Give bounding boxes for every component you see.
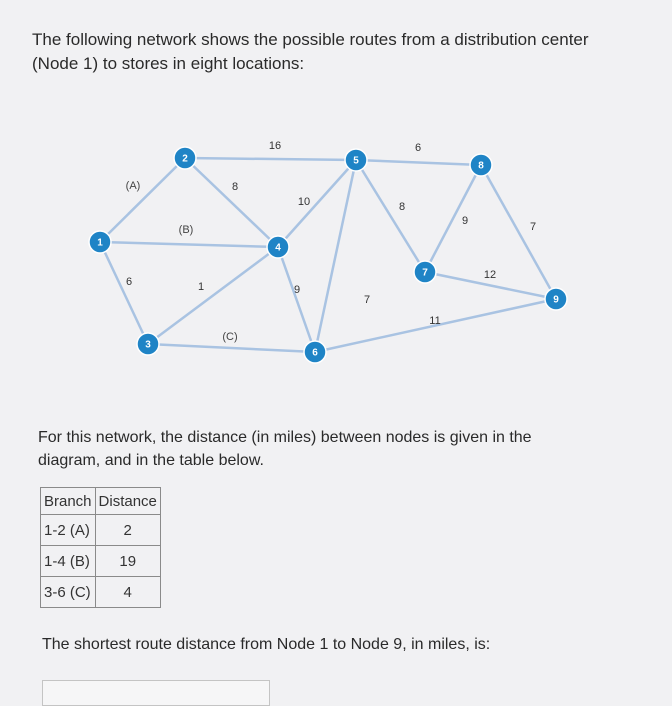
- branch-cell: 1-2 (A): [41, 515, 96, 546]
- node-4: [267, 236, 289, 258]
- node-9: [545, 288, 567, 310]
- edge-1-4: [100, 242, 278, 247]
- node-3: [137, 333, 159, 355]
- edge-weight-7-8: 9: [461, 215, 469, 227]
- edge-2-4: [185, 158, 278, 247]
- edge-weight-5-8: 6: [414, 142, 422, 154]
- distance-cell: 2: [95, 515, 160, 546]
- edge-weight-5-6: 7: [363, 294, 371, 306]
- edge-weight-2-4: 8: [231, 181, 239, 193]
- node-label: 1: [97, 237, 103, 249]
- edge-weight-2-5: 16: [268, 140, 282, 152]
- distance-cell: 4: [95, 577, 160, 608]
- intro-text: The following network shows the possible routes from a distribution center (Node 1) to stores in eight locations:: [32, 30, 589, 73]
- edge-weight-6-9: 11: [429, 315, 441, 327]
- node-6: [304, 341, 326, 363]
- edge-weight-5-7: 8: [398, 201, 406, 213]
- edge-weight-4-6: 9: [293, 284, 301, 296]
- edge-weight-7-9: 12: [483, 269, 497, 281]
- network-description: For this network, the distance (in miles) between nodes is given in the diagram, and in the table below.: [38, 429, 532, 469]
- edge-1-2: [100, 158, 185, 242]
- branch-cell: 1-4 (B): [41, 546, 96, 577]
- edge-weight-1-3: 6: [125, 276, 133, 288]
- edge-weight-4-5: 10: [297, 196, 311, 208]
- edge-tag-1-4: (B): [178, 224, 194, 236]
- node-label: 6: [312, 347, 318, 359]
- edge-3-6: [148, 344, 315, 352]
- edge-weight-3-4: 1: [197, 281, 205, 293]
- edge-5-7: [356, 160, 425, 272]
- edge-7-8: [425, 165, 481, 272]
- edge-1-3: [100, 242, 148, 344]
- node-7: [414, 261, 436, 283]
- node-5: [345, 149, 367, 171]
- table-row: [41, 515, 161, 546]
- header-distance: Distance: [95, 488, 160, 515]
- edge-weight-8-9: 7: [529, 221, 537, 233]
- edge-3-4: [148, 247, 278, 344]
- node-label: 7: [422, 267, 428, 279]
- table-row: [41, 577, 161, 608]
- header-branch: Branch: [41, 488, 96, 515]
- node-label: 4: [275, 242, 281, 254]
- node-label: 5: [353, 155, 359, 167]
- distance-cell: 19: [95, 546, 160, 577]
- edge-tag-3-6: (C): [222, 331, 238, 343]
- node-2: [174, 147, 196, 169]
- answer-input[interactable]: [42, 680, 270, 706]
- branch-distance-table: [40, 487, 161, 608]
- question-text: The shortest route distance from Node 1 to Node 9, in miles, is:: [42, 636, 491, 653]
- branch-cell: 3-6 (C): [41, 577, 96, 608]
- node-label: 2: [182, 153, 188, 165]
- edge-4-5: [278, 160, 356, 247]
- edge-4-6: [278, 247, 315, 352]
- node-label: 3: [145, 339, 151, 351]
- edge-tag-1-2: (A): [125, 180, 141, 192]
- node-1: [89, 231, 111, 253]
- edge-5-6: [315, 160, 356, 352]
- edge-5-8: [356, 160, 481, 165]
- node-8: [470, 154, 492, 176]
- table-row: [41, 546, 161, 577]
- node-label: 9: [553, 294, 559, 306]
- edge-2-5: [185, 158, 356, 160]
- node-label: 8: [478, 160, 484, 172]
- table-header-row: [41, 488, 161, 515]
